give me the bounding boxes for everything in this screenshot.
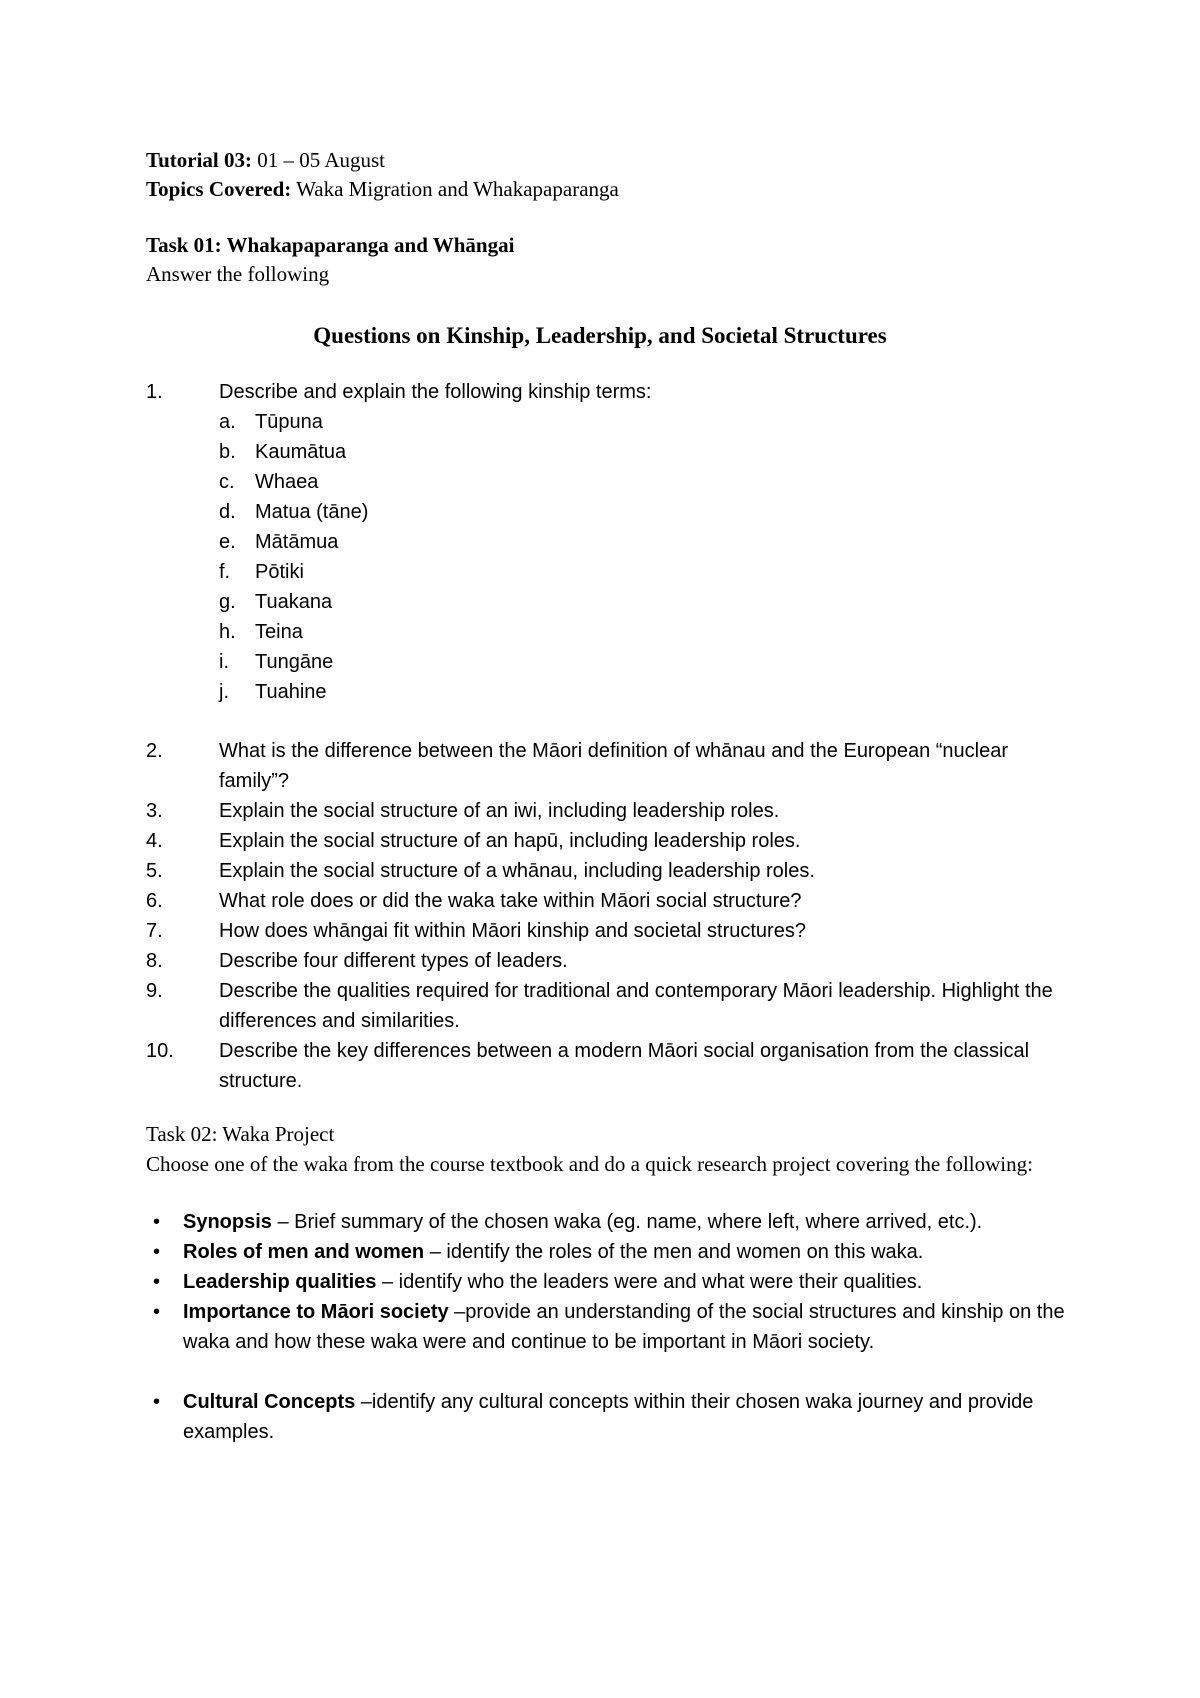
kinship-term-text: Tuahine <box>255 681 327 703</box>
bullet-label: Roles of men and women <box>183 1241 425 1263</box>
bullet-text: –provide an understanding of the social structures and kinship on the waka and how these waka were and continue to be important in Māori society. <box>183 1301 1065 1353</box>
question-text: Describe the key differences between a modern Māori social organisation from the classical structure. <box>219 1040 1030 1092</box>
bullet-label: Synopsis <box>183 1211 272 1233</box>
bullet-text: –identify any cultural concepts within their chosen waka journey and provide examples. <box>183 1391 1034 1443</box>
section-heading: Questions on Kinship, Leadership, and Societal Structures <box>313 323 887 348</box>
kinship-term-text: Tungāne <box>255 651 334 673</box>
kinship-letter: e. <box>219 531 236 553</box>
question-text: What role does or did the waka take within Māori social structure? <box>219 890 802 912</box>
bullet-text: – identify who the leaders were and what were their qualities. <box>376 1271 923 1293</box>
task2-title: Task 02: Waka Project <box>146 1122 335 1146</box>
tutorial-label: Tutorial 03: <box>146 148 252 172</box>
kinship-letter: f. <box>219 561 231 583</box>
question-number: 4. <box>146 830 163 852</box>
kinship-term-text: Tuakana <box>255 591 333 613</box>
task1-title: Task 01: Whakapaparanga and Whāngai <box>146 233 515 257</box>
kinship-term-text: Mātāmua <box>255 531 339 553</box>
question-text: How does whāngai fit within Māori kinship and societal structures? <box>219 920 806 942</box>
topics-line <box>146 177 619 202</box>
kinship-letter: i. <box>219 651 229 673</box>
tutorial-dates: 01 – 05 August <box>251 148 385 172</box>
kinship-letter: d. <box>219 501 236 523</box>
bullet-icon: • <box>153 1301 161 1323</box>
bullet-label: Cultural Concepts <box>183 1391 356 1413</box>
topics-value: Waka Migration and Whakapaparanga <box>291 177 619 201</box>
bullet-text: – Brief summary of the chosen waka (eg. name, where left, where arrived, etc.). <box>271 1211 983 1233</box>
question-text: Describe and explain the following kinship terms: <box>219 381 652 403</box>
question-number: 10. <box>146 1040 174 1062</box>
question-text: Describe the qualities required for traditional and contemporary Māori leadership. Highlight the differences and similarities. <box>219 980 1053 1032</box>
tutorial-line <box>146 148 385 173</box>
bullet-icon: • <box>153 1241 161 1263</box>
task2-instruction: Choose one of the waka from the course textbook and do a quick research project covering the following: <box>146 1152 1033 1176</box>
kinship-term-text: Matua (tāne) <box>255 501 369 523</box>
question-number: 7. <box>146 920 163 942</box>
topics-label: Topics Covered: <box>146 177 292 201</box>
question-number: 9. <box>146 980 163 1002</box>
question-number: 8. <box>146 950 163 972</box>
question-number: 1. <box>146 381 163 403</box>
question-text: Explain the social structure of an hapū, including leadership roles. <box>219 830 801 852</box>
question-number: 3. <box>146 800 163 822</box>
question-number: 6. <box>146 890 163 912</box>
kinship-term-text: Teina <box>255 621 303 643</box>
question-text: Describe four different types of leaders. <box>219 950 568 972</box>
kinship-letter: j. <box>219 681 229 703</box>
kinship-letter: a. <box>219 411 236 433</box>
kinship-letter: g. <box>219 591 236 613</box>
task1-instruction: Answer the following <box>146 262 330 286</box>
kinship-term-text: Whaea <box>255 471 319 493</box>
bullet-icon: • <box>153 1271 161 1293</box>
bullet-icon: • <box>153 1211 161 1233</box>
kinship-term-text: Pōtiki <box>255 561 304 583</box>
kinship-term-text: Tūpuna <box>255 411 323 433</box>
kinship-letter: b. <box>219 441 236 463</box>
kinship-letter: c. <box>219 471 235 493</box>
question-number: 2. <box>146 740 163 762</box>
question-text: What is the difference between the Māori definition of whānau and the European “nuclear family”? <box>219 740 1009 792</box>
bullet-label: Leadership qualities <box>183 1271 377 1293</box>
bullet-icon: • <box>153 1391 161 1413</box>
question-number: 5. <box>146 860 163 882</box>
bullet-label: Importance to Māori society <box>183 1301 449 1323</box>
kinship-letter: h. <box>219 621 236 643</box>
bullet-text: – identify the roles of the men and women on this waka. <box>424 1241 924 1263</box>
question-text: Explain the social structure of an iwi, including leadership roles. <box>219 800 780 822</box>
kinship-term-text: Kaumātua <box>255 441 347 463</box>
question-text: Explain the social structure of a whānau, including leadership roles. <box>219 860 815 882</box>
